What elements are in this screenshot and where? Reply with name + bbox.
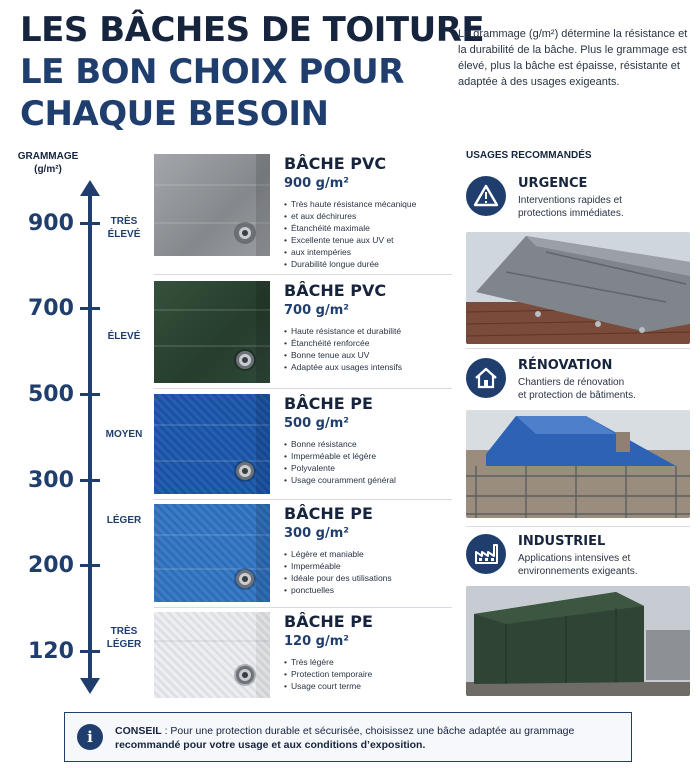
tarp-row-pvc-900: [154, 152, 452, 275]
feature-item: • Très légère: [284, 656, 454, 668]
usage-description: [518, 194, 690, 220]
advice-box: [64, 712, 632, 762]
roof-tarp-photo: [466, 232, 690, 344]
tarp-swatch-green: [154, 281, 270, 383]
feature-item: • Protection temporaire: [284, 668, 454, 680]
tarp-weight: 120 g/m²: [284, 634, 349, 649]
usage-renovation: [466, 358, 690, 522]
advice-line-1: : Pour une protection durable et sécurisée, choisissez une bâche adaptée au grammage: [161, 725, 575, 737]
advice-text: [115, 724, 625, 752]
tarp-row-pe-300: [154, 502, 452, 608]
usage-urgence: [466, 176, 690, 344]
advice-line-2: recommandé pour votre usage et aux conditions d’exposition.: [115, 739, 426, 751]
tarp-name: BÂCHE PVC: [284, 281, 387, 300]
level-high: ÉLEVÉ: [107, 331, 141, 342]
feature-item: • Imperméable et légère: [284, 450, 454, 462]
usage-title: URGENCE: [518, 176, 588, 191]
tarp-name: BÂCHE PE: [284, 612, 373, 631]
feature-item: • Adaptée aux usages intensifs: [284, 361, 454, 373]
tarp-features: [284, 656, 454, 692]
feature-item: • Usage couramment général: [284, 474, 454, 486]
tarp-swatch-grey: [154, 154, 270, 256]
tarp-row-pe-120: [154, 610, 452, 700]
grommet-icon: [236, 570, 254, 588]
renovation-scaffold-photo: [466, 410, 690, 518]
grommet-icon: [236, 224, 254, 242]
tick-label-900: 900: [28, 211, 74, 236]
tarp-row-pe-500: [154, 392, 452, 500]
tick-mark: [80, 222, 100, 225]
tick-mark: [80, 650, 100, 653]
tarp-weight: 700 g/m²: [284, 303, 349, 318]
advice-label: CONSEIL: [115, 725, 162, 737]
tarp-weight: 300 g/m²: [284, 526, 349, 541]
level-word: TRÈS: [110, 216, 138, 227]
feature-item: • Bonne tenue aux UV: [284, 349, 454, 361]
tarp-features: [284, 198, 454, 270]
feature-item: • ponctuelles: [284, 584, 454, 596]
feature-item: • Étanchéité maximale: [284, 222, 454, 234]
tick-label-700: 700: [28, 296, 74, 321]
feature-item: • Durabilité longue durée: [284, 258, 454, 270]
usage-desc-line: Interventions rapides et: [518, 195, 622, 206]
level-very-high: [100, 215, 148, 241]
tick-mark: [80, 393, 100, 396]
tarp-weight: 500 g/m²: [284, 416, 349, 431]
usage-divider: [466, 348, 690, 349]
level-very-light: [100, 625, 148, 651]
tarp-features: [284, 438, 454, 486]
level-word: TRÈS: [110, 626, 138, 637]
usage-desc-line: protections immédiates.: [518, 208, 624, 219]
grammage-axis: [88, 190, 92, 682]
usage-divider: [466, 526, 690, 527]
feature-item: • aux intempéries: [284, 246, 454, 258]
page-title-line-2: LE BON CHOIX POUR: [20, 52, 404, 92]
feature-item: • et aux déchirures: [284, 210, 454, 222]
axis-title-unit: (g/m²): [34, 164, 62, 175]
tick-mark: [80, 479, 100, 482]
feature-item: • Bonne résistance: [284, 438, 454, 450]
factory-icon: [466, 534, 506, 574]
feature-item: • Imperméable: [284, 560, 454, 572]
industrial-cover-photo: [466, 586, 690, 696]
tarp-features: [284, 548, 454, 596]
level-word: LÉGER: [106, 639, 142, 650]
feature-item: • Excellente tenue aux UV et: [284, 234, 454, 246]
tarp-weight: 900 g/m²: [284, 176, 349, 191]
tick-label-300: 300: [28, 468, 74, 493]
feature-item: • Usage court terme: [284, 680, 454, 692]
feature-item: • Polyvalente: [284, 462, 454, 474]
page-title-line-3: CHAQUE BESOIN: [20, 94, 329, 134]
usage-desc-line: environnements exigeants.: [518, 566, 638, 577]
tarp-name: BÂCHE PVC: [284, 154, 387, 173]
tick-label-120: 120: [28, 639, 74, 664]
usage-industriel: [466, 534, 690, 700]
tick-label-500: 500: [28, 382, 74, 407]
usage-desc-line: Chantiers de rénovation: [518, 377, 625, 388]
tarp-swatch-dark-blue: [154, 394, 270, 494]
tarp-swatch-white: [154, 612, 270, 698]
usage-description: [518, 376, 690, 402]
grommet-icon: [236, 666, 254, 684]
usage-title: RÉNOVATION: [518, 358, 613, 373]
page-title-line-1: LES BÂCHES DE TOITURE: [20, 10, 485, 50]
level-word: ÉLEVÉ: [107, 229, 141, 240]
usage-desc-line: et protection de bâtiments.: [518, 390, 636, 401]
axis-title: [16, 150, 80, 176]
house-icon: [466, 358, 506, 398]
feature-item: • Idéale pour des utilisations: [284, 572, 454, 584]
axis-title-main: GRAMMAGE: [17, 151, 79, 162]
usage-description: [518, 552, 690, 578]
warning-icon: [466, 176, 506, 216]
level-medium: MOYEN: [105, 429, 143, 440]
tick-label-200: 200: [28, 553, 74, 578]
grommet-icon: [236, 462, 254, 480]
tick-mark: [80, 564, 100, 567]
grommet-icon: [236, 351, 254, 369]
tick-mark: [80, 307, 100, 310]
info-icon: i: [77, 724, 103, 750]
tarp-swatch-blue: [154, 504, 270, 602]
feature-item: • Haute résistance et durabilité: [284, 325, 454, 337]
feature-item: • Très haute résistance mécanique: [284, 198, 454, 210]
intro-paragraph: Le grammage (g/m²) détermine la résistance et la durabilité de la bâche. Plus le grammage est élevé, plus la bâche est épaisse, résistante et adaptée à des usages exigeants.: [458, 28, 688, 88]
level-light: LÉGER: [106, 515, 142, 526]
usage-desc-line: Applications intensives et: [518, 553, 631, 564]
tarp-row-pvc-700: [154, 279, 452, 389]
usage-title: INDUSTRIEL: [518, 534, 606, 549]
usages-heading: USAGES RECOMMANDÉS: [466, 150, 592, 161]
tarp-name: BÂCHE PE: [284, 394, 373, 413]
axis-arrow-down: [80, 678, 100, 694]
tarp-features: [284, 325, 454, 373]
feature-item: • Légère et maniable: [284, 548, 454, 560]
feature-item: • Étanchéité renforcée: [284, 337, 454, 349]
tarp-name: BÂCHE PE: [284, 504, 373, 523]
